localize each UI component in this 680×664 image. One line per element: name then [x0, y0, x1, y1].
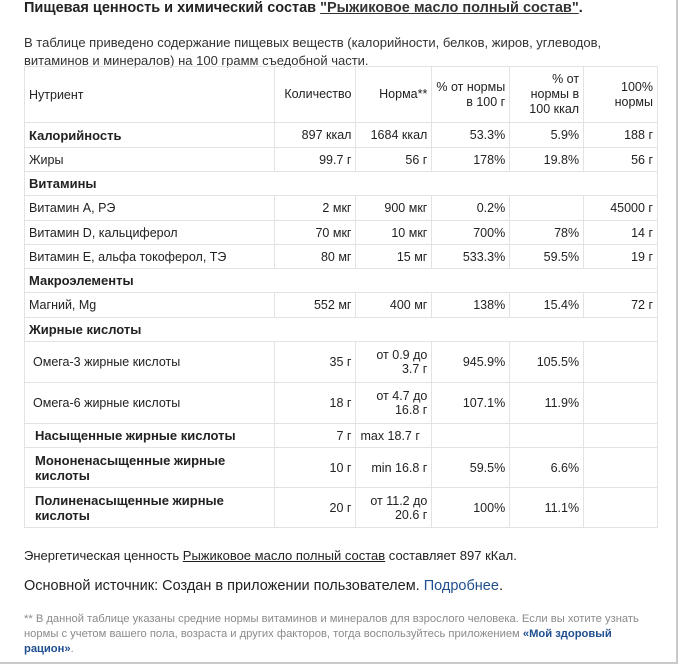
energy-prefix: Энергетическая ценность: [24, 548, 183, 563]
table-row: [25, 424, 658, 448]
full-norm: 19 г: [584, 245, 658, 269]
my-healthy-diet-link[interactable]: «Мой здоровый рацион»: [24, 628, 612, 655]
table-row: [25, 383, 658, 424]
pct-100kcal: 105.5%: [510, 342, 584, 383]
quantity: 2 мкг: [274, 196, 356, 221]
nutrient-name: Омега-3 жирные кислоты: [25, 342, 275, 383]
section-row: [25, 318, 658, 342]
norm: 400 мг: [356, 293, 432, 318]
quantity: 35 г: [274, 342, 356, 383]
source-text: [24, 578, 503, 594]
energy-value-text: [24, 548, 517, 563]
quantity: 20 г: [274, 488, 356, 528]
pct-100g: 59.5%: [432, 448, 510, 488]
norm: max 18.7 г: [356, 424, 432, 448]
table-row: [25, 293, 658, 318]
table-row: [25, 148, 658, 172]
table-row: [25, 448, 658, 488]
pct-100g: 138%: [432, 293, 510, 318]
full-norm: [584, 488, 658, 528]
nutrient-name: Магний, Mg: [25, 293, 275, 318]
pct-100g: 533.3%: [432, 245, 510, 269]
pct-100kcal: [510, 196, 584, 221]
pct-100g: 100%: [432, 488, 510, 528]
pct-100g: 945.9%: [432, 342, 510, 383]
table-row: [25, 221, 658, 245]
full-norm: [584, 448, 658, 488]
more-link[interactable]: Подробнее: [423, 578, 499, 594]
energy-suffix: составляет 897 кКал.: [385, 548, 517, 563]
norm: от 4.7 до 16.8 г: [356, 383, 432, 424]
table-row: [25, 196, 658, 221]
quantity: 10 г: [274, 448, 356, 488]
quantity: 18 г: [274, 383, 356, 424]
pct-100kcal: [510, 424, 584, 448]
nutrient-name: Витамин D, кальциферол: [25, 221, 275, 245]
header-quantity: Количество: [274, 67, 356, 123]
full-norm: 45000 г: [584, 196, 658, 221]
norm: 1684 ккал: [356, 123, 432, 148]
nutrient-name: Насыщенные жирные кислоты: [25, 424, 275, 448]
footnote: [24, 612, 660, 657]
header-full-norm: 100% нормы: [584, 67, 658, 123]
section-fatty-acids: Жирные кислоты: [25, 318, 658, 342]
header-pct-100kcal: % от нормы в 100 ккал: [510, 67, 584, 123]
nutrient-name: Жиры: [25, 148, 275, 172]
pct-100g: 107.1%: [432, 383, 510, 424]
table-row: [25, 123, 658, 148]
full-norm: [584, 342, 658, 383]
section-macro: Макроэлементы: [25, 269, 658, 293]
header-nutrient: Нутриент: [25, 67, 275, 123]
norm: 15 мг: [356, 245, 432, 269]
full-norm: [584, 424, 658, 448]
table-row: [25, 488, 658, 528]
section-vitamins: Витамины: [25, 172, 658, 196]
title-product-link[interactable]: "Рыжиковое масло полный состав": [320, 0, 579, 16]
energy-product-link[interactable]: Рыжиковое масло полный состав: [182, 548, 386, 563]
nutrient-name: Витамин E, альфа токоферол, ТЭ: [25, 245, 275, 269]
nutrition-table: [24, 66, 658, 528]
norm: 10 мкг: [356, 221, 432, 245]
title-suffix: .: [578, 0, 583, 16]
nutrient-name: Калорийность: [25, 123, 275, 148]
quantity: 99.7 г: [274, 148, 356, 172]
pct-100kcal: 78%: [510, 221, 584, 245]
pct-100g: 178%: [432, 148, 510, 172]
nutrient-name: Витамин А, РЭ: [25, 196, 275, 221]
pct-100kcal: 5.9%: [510, 123, 584, 148]
nutrient-name: Полиненасыщенные жирные кислоты: [25, 488, 275, 528]
pct-100g: 0.2%: [432, 196, 510, 221]
norm: 56 г: [356, 148, 432, 172]
full-norm: 72 г: [584, 293, 658, 318]
pct-100g: [432, 424, 510, 448]
full-norm: 188 г: [584, 123, 658, 148]
header-norm: Норма**: [356, 67, 432, 123]
table-row: [25, 342, 658, 383]
pct-100kcal: 15.4%: [510, 293, 584, 318]
table-header-row: [25, 67, 658, 123]
source-end: .: [498, 578, 503, 594]
footnote-end: .: [70, 643, 74, 655]
header-pct-100g: % от нормы в 100 г: [432, 67, 510, 123]
pct-100kcal: 11.1%: [510, 488, 584, 528]
quantity: 897 ккал: [274, 123, 356, 148]
norm: от 11.2 до 20.6 г: [356, 488, 432, 528]
nutrient-name: Омега-6 жирные кислоты: [25, 383, 275, 424]
footnote-text: ** В данной таблице указаны средние нормы витаминов и минералов для взрослого человека. Если вы хотите узнать нормы с учетом вашего пола, возраста и других факторов, тогда воспользуйтесь приложением: [24, 613, 639, 640]
full-norm: 56 г: [584, 148, 658, 172]
intro-text: В таблице приведено содержание пищевых веществ (калорийности, белков, жиров, углеводов, витаминов и минералов) на 100 грамм съедобной части.: [24, 35, 602, 68]
norm: от 0.9 до 3.7 г: [356, 342, 432, 383]
source-label: Основной источник: Создан в приложении пользователем.: [24, 578, 424, 594]
norm: 900 мкг: [356, 196, 432, 221]
quantity: 552 мг: [274, 293, 356, 318]
full-norm: [584, 383, 658, 424]
norm: min 16.8 г: [356, 448, 432, 488]
page-title: [24, 0, 583, 16]
quantity: 80 мг: [274, 245, 356, 269]
section-row: [25, 269, 658, 293]
nutrient-name: Мононенасыщенные жирные кислоты: [25, 448, 275, 488]
pct-100kcal: 59.5%: [510, 245, 584, 269]
section-row: [25, 172, 658, 196]
pct-100g: 700%: [432, 221, 510, 245]
pct-100kcal: 11.9%: [510, 383, 584, 424]
pct-100kcal: 6.6%: [510, 448, 584, 488]
pct-100kcal: 19.8%: [510, 148, 584, 172]
pct-100g: 53.3%: [432, 123, 510, 148]
full-norm: 14 г: [584, 221, 658, 245]
table-row: [25, 245, 658, 269]
quantity: 70 мкг: [274, 221, 356, 245]
title-prefix: Пищевая ценность и химический состав: [24, 0, 321, 16]
quantity: 7 г: [274, 424, 356, 448]
